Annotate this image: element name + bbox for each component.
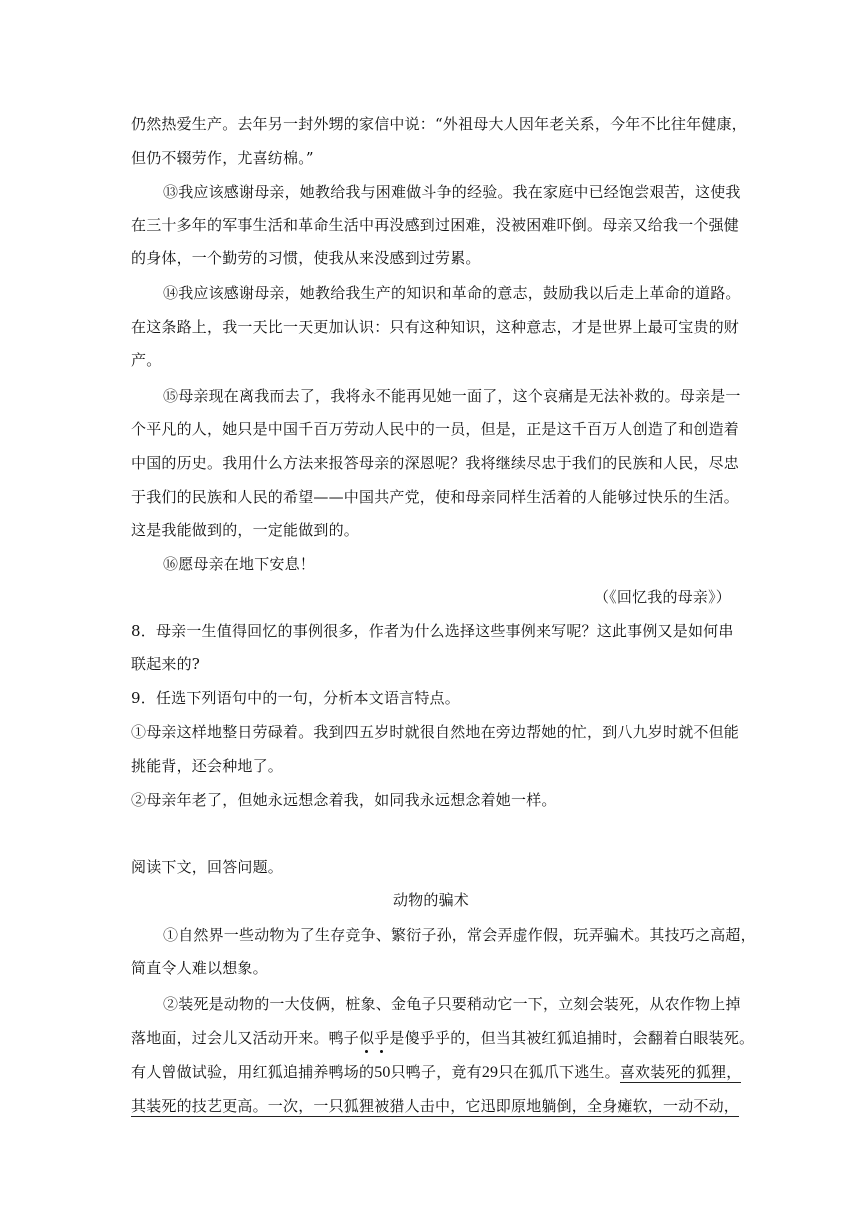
number-escaped: 29 xyxy=(481,1064,499,1081)
underlined-text: 喜欢装死的狐狸， xyxy=(619,1063,742,1081)
passage-line: 但仍不辍劳作，尤喜纺棉。” xyxy=(131,149,314,167)
passage-line: 的身体，一个勤劳的习惯，使我从来没感到过劳累。 xyxy=(131,249,481,267)
passage-line: 在这条路上，我一天比一天更加认识：只有这种知识，这种意志，才是世界上最可宝贵的财 xyxy=(131,318,740,336)
document-body xyxy=(131,0,756,1216)
text-segment: 落地面，过会儿又活动开来。鸭子 xyxy=(131,1029,360,1047)
option-2: ②母亲年老了，但她永远想念着我，如同我永远想念着她一样。 xyxy=(131,791,557,809)
reading-instruction: 阅读下文，回答问题。 xyxy=(131,858,284,876)
paragraph-13: ⑬我应该感谢母亲，她教给我与困难做斗争的经验。我在家庭中已经饱尝艰苦，这使我 xyxy=(163,183,741,201)
paragraph-15: ⑮母亲现在离我而去了，我将永不能再见她一面了，这个哀痛是无法补救的。母亲是一 xyxy=(163,387,741,405)
question-9: 9．任选下列语句中的一句，分析本文语言特点。 xyxy=(131,689,460,707)
option-line: 挑能背，还会种地了。 xyxy=(131,757,284,775)
passage-line xyxy=(131,1027,754,1048)
passage-line: 仍然热爱生产。去年另一封外甥的家信中说：“外祖母大人因年老关系，今年不比往年健康， xyxy=(131,115,747,133)
paragraph-14: ⑭我应该感谢母亲，她教给我生产的知识和革命的意志，鼓励我以后走上革命的道路。 xyxy=(163,284,741,302)
text-segment: 只在狐爪下逃生。 xyxy=(498,1063,620,1081)
underlined-text: 其装死的技艺更高。一次，一只狐狸被猎人击中，它迅即原地躺倒，全身瘫软，一动不动， xyxy=(131,1097,740,1115)
question-8: 8．母亲一生值得回忆的事例很多，作者为什么选择这些事例来写呢？这此事例又是如何串 xyxy=(131,622,734,640)
paragraph-16: ⑯愿母亲在地下安息！ xyxy=(163,555,316,573)
text-segment: 只鸭子，竟有 xyxy=(390,1063,482,1081)
passage-line: 个平凡的人，她只是中国千百万劳动人民中的一员，但是，正是这千百万人创造了和创造着 xyxy=(131,420,740,438)
text-segment: 是傻乎乎的，但当其被红狐追捕时，会翻着白眼装死。 xyxy=(389,1029,755,1047)
passage-line: 简直令人难以想象。 xyxy=(131,959,268,977)
paragraph-2: ②装死是动物的一大伎俩，桩象、金龟子只要稍动它一下，立刻会装死，从农作物上掉 xyxy=(163,995,741,1013)
passage-line: 这是我能做到的，一定能做到的。 xyxy=(131,521,360,539)
passage-line: 在三十多年的军事生活和革命生活中再没感到过困难，没被困难吓倒。母亲又给我一个强健 xyxy=(131,216,740,234)
passage-line: 产。 xyxy=(131,351,162,369)
passage-title: 动物的骗术 xyxy=(392,891,469,909)
passage-line xyxy=(131,1061,741,1082)
option-1: ①母亲这样地整日劳碌着。我到四五岁时就很自然地在旁边帮她的忙，到八九岁时就不但能 xyxy=(131,723,740,741)
text-segment: 有人曾做试验，用红狐追捕养鸭场的 xyxy=(131,1063,375,1081)
emphasis-dot-char: 乎 xyxy=(374,1029,390,1047)
passage-line: 于我们的民族和人民的希望——中国共产党，使和母亲同样生活着的人能够过快乐的生活。 xyxy=(131,488,740,506)
passage-line xyxy=(131,1095,739,1116)
question-line: 联起来的? xyxy=(131,655,201,673)
source-citation: （《回忆我的母亲》） xyxy=(593,588,731,606)
passage-line: 中国的历史。我用什么方法来报答母亲的深恩呢？我将继续尽忠于我们的民族和人民，尽忠 xyxy=(131,454,740,472)
paragraph-1: ①自然界一些动物为了生存竞争、繁衍子孙，常会弄虚作假，玩弄骗术。其技巧之高超， xyxy=(163,926,756,944)
number-ducks: 50 xyxy=(374,1064,391,1081)
emphasis-dot-char: 似 xyxy=(359,1029,375,1047)
